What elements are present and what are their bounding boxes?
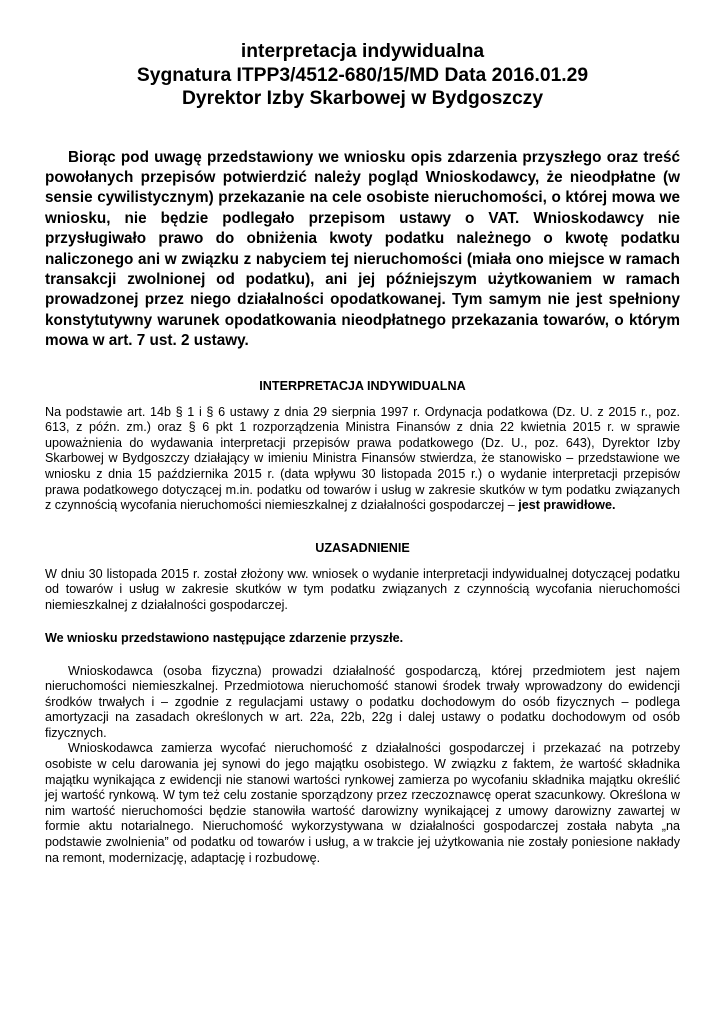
facts-paragraph-1: Wnioskodawca (osoba fizyczna) prowadzi działalność gospodarczą, której przedmiotem jest najem nieruchomości niemieszkalnej. Przedmiotowa nieruchomość stanowi środek trwały wprowadzony do ewidencji środków trwałych i – zgodnie z regulacjami ustawy o podatku dochodowym do osób fizycznych – podlega amortyzacji na zasadach określonych w art. 22a, 22b, 22g i dalej ustawy o podatku dochodowym od osób fizycznych. bbox=[45, 663, 680, 740]
title-line-type: interpretacja indywidualna bbox=[240, 41, 485, 62]
justification-intro: W dniu 30 listopada 2015 r. został złożony ww. wniosek o wydanie interpretacji indywidualnej dotyczącej podatku od towarów i usług w zakresie skutków w tym podatku związanych z czynnością wycofania nieruchomości niemieszkalnej z działalności gospodarczej. bbox=[45, 566, 680, 612]
document-title bbox=[45, 40, 680, 111]
title-line-signature: Sygnatura ITPP3/4512-680/15/MD Data 2016.01.29 bbox=[136, 64, 589, 86]
interpretation-verdict: jest prawidłowe. bbox=[518, 498, 616, 513]
document-page bbox=[45, 40, 680, 866]
section-heading-interpretation: INTERPRETACJA INDYWIDUALNA bbox=[259, 378, 466, 393]
section-heading-justification: UZASADNIENIE bbox=[315, 540, 410, 555]
facts-subheading: We wniosku przedstawiono następujące zdarzenie przyszłe. bbox=[45, 630, 404, 645]
title-line-authority: Dyrektor Izby Skarbowej w Bydgoszczy bbox=[181, 88, 544, 109]
interpretation-paragraph bbox=[45, 405, 680, 514]
interpretation-text: Na podstawie art. 14b § 1 i § 6 ustawy z dnia 29 sierpnia 1997 r. Ordynacja podatkowa (Dz. U. z 2015 r., poz. 613, z późn. zm.) oraz § 6 pkt 1 rozporządzenia Ministra Finansów z dnia 22 kwietnia 2015 r. w sprawie upoważnienia do wydawania interpretacji przepisów prawa podatkowego (Dz. U., poz. 643), Dyrektor Izby Skarbowej w Bydgoszczy działający w imieniu Ministra Finansów stwierdza, że stanowisko – przedstawione we wniosku z dnia 15 października 2015 r. (data wpływu 30 listopada 2015 r.) o wydanie interpretacji przepisów prawa podatkowego dotyczącej m.in. podatku od towarów i usług w zakresie skutków w tym podatku związanych z czynnością wycofania nieruchomości niemieszkalnej z działalności gospodarczej – bbox=[45, 404, 680, 513]
facts-paragraph-2: Wnioskodawca zamierza wycofać nieruchomość z działalności gospodarczej i przekazać na potrzeby osobiste w celu darowania jej synowi do jego majątku osobistego. W związku z faktem, że wartość składnika majątku wynikająca z ewidencji nie stanowi wartości rynkowej zamierza po wycofaniu składnika majątku określić jej wartość rynkową. W tym też celu zostanie sporządzony przez rzeczoznawcę operat szacunkowy. Określona w nim wartość nieruchomości będzie stanowiła wartość darowizny wynikającej z umowy darowizny zawartej w formie aktu notarialnego. Nieruchomość wykorzystywana w działalności gospodarczej została nabyta „na podstawie zwolnienia” od podatku od towarów i usług, a w trakcie jej użytkowania nie zostały poniesione nakłady na remont, modernizację, adaptację i rozbudowę. bbox=[45, 741, 680, 865]
summary-paragraph: Biorąc pod uwagę przedstawiony we wniosku opis zdarzenia przyszłego oraz treść powołanych przepisów potwierdzić należy pogląd Wnioskodawcy, że nieodpłatne (w sensie cywilistycznym) przekazanie na cele osobiste nieruchomości, o której mowa we wniosku, nie będzie podlegało przepisom ustawy o VAT. Wnioskodawcy nie przysługiwało prawo do obniżenia kwoty podatku należnego o kwotę podatku naliczonego ani w związku z nabyciem tej nieruchomości (miała ono miejsce w ramach transakcji zwolnionej od podatku), ani jej późniejszym użytkowaniem w ramach prowadzonej przez niego działalności opodatkowanej. Tym samym nie jest spełniony konstytutywny warunek opodatkowania nieodpłatnego przekazania towarów, o którym mowa w art. 7 ust. 2 ustawy. bbox=[45, 148, 680, 350]
